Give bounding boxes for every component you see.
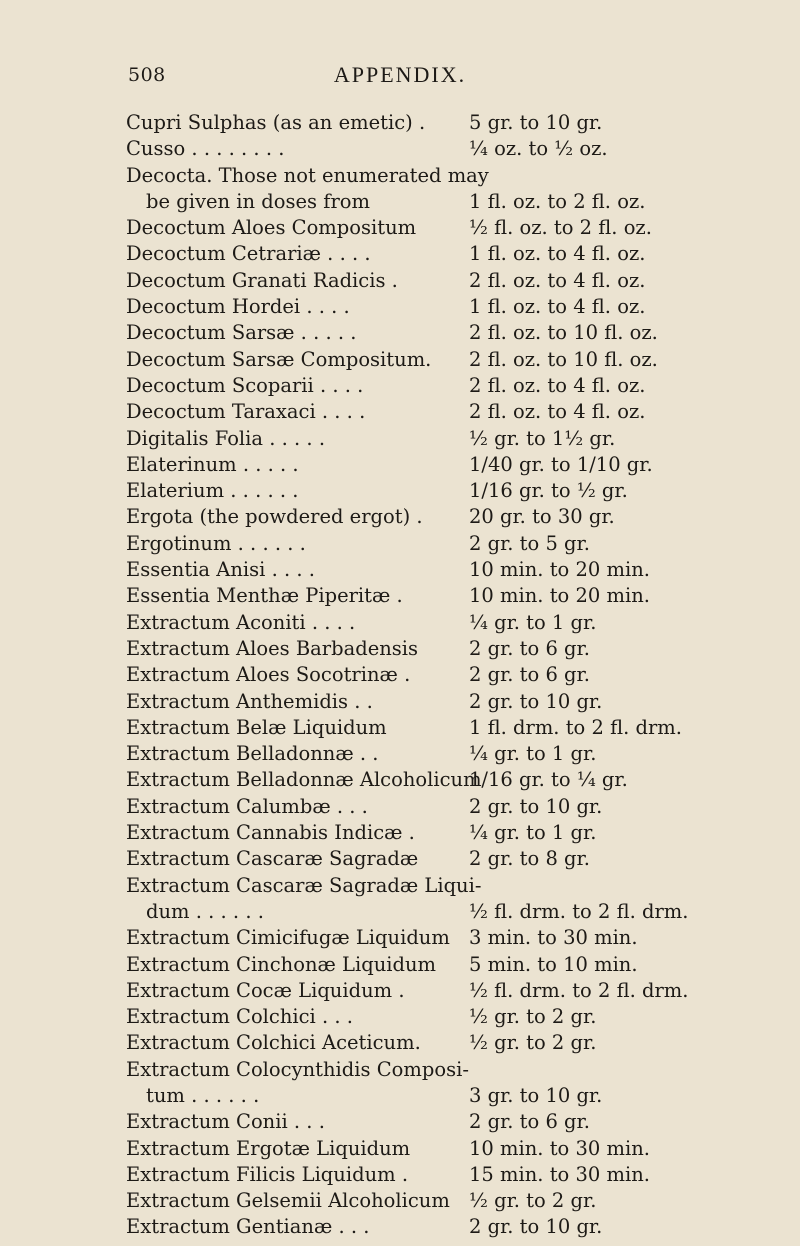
dose-range: 2 gr. to 10 gr. — [469, 794, 603, 818]
dose-range: 1 fl. oz. to 4 fl. oz. — [469, 295, 646, 319]
dosage-entry — [126, 1109, 786, 1135]
dosage-entry — [126, 373, 786, 399]
dosage-entry — [126, 320, 786, 346]
dose-range: 2 gr. to 6 gr. — [469, 636, 590, 660]
dosage-entry — [126, 820, 786, 846]
dose-range: ¼ gr. to 1 gr. — [469, 610, 597, 634]
drug-name: Decoctum Sarsæ Compositum. — [126, 347, 432, 371]
drug-name: Extractum Cascaræ Sagradæ — [126, 847, 419, 871]
dosage-entry — [126, 347, 786, 373]
drug-name: Ergota (the powdered ergot) . — [126, 505, 423, 529]
dosage-entry — [126, 978, 786, 1004]
dosage-entry — [126, 1214, 786, 1240]
running-header — [0, 62, 800, 92]
dose-range: 1 fl. oz. to 2 fl. oz. — [469, 189, 646, 213]
drug-name: Extractum Cannabis Indicæ . — [126, 821, 415, 845]
drug-name: Extractum Cinchonæ Liquidum — [126, 952, 437, 976]
dose-range: 1 fl. oz. to 4 fl. oz. — [469, 242, 646, 266]
running-title: APPENDIX. — [333, 62, 467, 87]
dosage-entry — [126, 163, 786, 189]
drug-name: Decoctum Sarsæ . . . . . — [126, 321, 357, 345]
drug-name: Extractum Cocæ Liquidum . — [126, 978, 405, 1002]
drug-name: Digitalis Folia . . . . . — [126, 426, 326, 450]
drug-name: Decoctum Scoparii . . . . — [126, 373, 364, 397]
dosage-entry — [126, 1083, 786, 1109]
dose-range: 10 min. to 20 min. — [469, 584, 650, 608]
dosage-entry — [126, 268, 786, 294]
dose-range: 2 fl. oz. to 4 fl. oz. — [469, 373, 646, 397]
drug-name: Extractum Conii . . . — [126, 1110, 325, 1134]
drug-name: Decoctum Cetrariæ . . . . — [126, 242, 371, 266]
dose-range: ¼ gr. to 1 gr. — [469, 821, 597, 845]
dosage-entry — [126, 426, 786, 452]
dosage-entry — [126, 1162, 786, 1188]
dose-range: 2 gr. to 6 gr. — [469, 1110, 590, 1134]
drug-name: Cusso . . . . . . . . — [126, 137, 285, 161]
dosage-entry — [126, 531, 786, 557]
dose-range: ½ fl. drm. to 2 fl. drm. — [469, 899, 689, 923]
dose-range: ¼ oz. to ½ oz. — [469, 137, 608, 161]
dose-range: 2 gr. to 6 gr. — [469, 663, 590, 687]
dose-range: 3 gr. to 10 gr. — [469, 1083, 603, 1107]
drug-name: Extractum Colchici Aceticum. — [126, 1031, 421, 1055]
dosage-entry — [126, 925, 786, 951]
dose-range: 2 fl. oz. to 10 fl. oz. — [469, 347, 658, 371]
dosage-entry — [126, 715, 786, 741]
drug-name: Extractum Aconiti . . . . — [126, 610, 356, 634]
drug-name: Extractum Colchici . . . — [126, 1005, 353, 1029]
drug-name: Extractum Ergotæ Liquidum — [126, 1136, 411, 1160]
dose-range: ½ gr. to 1½ gr. — [469, 426, 616, 450]
dosage-entry — [126, 583, 786, 609]
dosage-entry — [126, 215, 786, 241]
dose-range: ½ gr. to 2 gr. — [469, 1031, 597, 1055]
dose-range: 2 gr. to 10 gr. — [469, 1215, 603, 1239]
drug-name: Essentia Anisi . . . . — [126, 558, 315, 582]
dosage-entry — [126, 504, 786, 530]
drug-name: Extractum Belæ Liquidum — [126, 715, 387, 739]
dosage-entry — [126, 846, 786, 872]
dosage-entry — [126, 452, 786, 478]
dose-range: 2 fl. oz. to 4 fl. oz. — [469, 268, 646, 292]
drug-name: Extractum Belladonnæ . . — [126, 742, 379, 766]
dose-range: ¼ gr. to 1 gr. — [469, 742, 597, 766]
drug-name: Decocta. Those not enumerated may — [126, 163, 489, 187]
dose-range: 2 fl. oz. to 4 fl. oz. — [469, 400, 646, 424]
dosage-entry — [126, 1004, 786, 1030]
drug-name: Decoctum Taraxaci . . . . — [126, 400, 366, 424]
dosage-entry — [126, 557, 786, 583]
drug-name: dum . . . . . . — [146, 899, 264, 923]
dose-range: 15 min. to 30 min. — [469, 1162, 650, 1186]
drug-name: Extractum Gentianæ . . . — [126, 1215, 370, 1239]
dose-range: 5 min. to 10 min. — [469, 952, 638, 976]
drug-name: Extractum Aloes Socotrinæ . — [126, 663, 411, 687]
dose-range: 1/16 gr. to ½ gr. — [469, 479, 628, 503]
dosage-entry — [126, 1030, 786, 1056]
dosage-entry — [126, 189, 786, 215]
dosage-entry — [126, 1057, 786, 1083]
page-number: 508 — [128, 64, 166, 86]
dosage-entry — [126, 662, 786, 688]
drug-name: Decoctum Aloes Compositum — [126, 216, 417, 240]
dosage-entry — [126, 873, 786, 899]
dose-range: ½ fl. drm. to 2 fl. drm. — [469, 978, 689, 1002]
dose-range: 10 min. to 30 min. — [469, 1136, 650, 1160]
dose-range: 2 gr. to 10 gr. — [469, 689, 603, 713]
drug-name: Extractum Cimicifugæ Liquidum — [126, 926, 450, 950]
dosage-entry — [126, 294, 786, 320]
drug-name: Extractum Filicis Liquidum . — [126, 1162, 409, 1186]
dosage-entry — [126, 610, 786, 636]
dosage-entry — [126, 767, 786, 793]
drug-name: Extractum Belladonnæ Alcoholicum — [126, 768, 482, 792]
dose-range: 2 gr. to 8 gr. — [469, 847, 590, 871]
dosage-entry — [126, 899, 786, 925]
dosage-entry — [126, 741, 786, 767]
dose-range: 20 gr. to 30 gr. — [469, 505, 615, 529]
dose-range: 2 gr. to 5 gr. — [469, 531, 590, 555]
dose-range: 1/16 gr. to ¼ gr. — [469, 768, 628, 792]
dose-range: 1/40 gr. to 1/10 gr. — [469, 452, 653, 476]
drug-name: Cupri Sulphas (as an emetic) . — [126, 111, 426, 134]
dosage-entry — [126, 689, 786, 715]
drug-name: Essentia Menthæ Piperitæ . — [126, 584, 403, 608]
dosage-entry — [126, 478, 786, 504]
dosage-entry — [126, 399, 786, 425]
drug-name: Extractum Calumbæ . . . — [126, 794, 368, 818]
drug-name: Extractum Cascaræ Sagradæ Liqui- — [126, 873, 482, 897]
drug-name: Decoctum Granati Radicis . — [126, 268, 398, 292]
dosage-entry — [126, 952, 786, 978]
dosage-entry — [126, 794, 786, 820]
drug-name: Elaterium . . . . . . — [126, 479, 299, 503]
drug-name: Extractum Gelsemii Alcoholicum — [126, 1189, 450, 1213]
dosage-entry — [126, 136, 786, 162]
dose-range: 1 fl. drm. to 2 fl. drm. — [469, 715, 682, 739]
dose-range: ½ gr. to 2 gr. — [469, 1189, 597, 1213]
dosage-entry — [126, 241, 786, 267]
dose-range: 3 min. to 30 min. — [469, 926, 638, 950]
dose-range: 5 gr. to 10 gr. — [469, 111, 603, 134]
dosage-entry — [126, 636, 786, 662]
dose-range: 2 fl. oz. to 10 fl. oz. — [469, 321, 658, 345]
dosage-entry — [126, 110, 786, 136]
dose-range: ½ gr. to 2 gr. — [469, 1005, 597, 1029]
dosage-list — [126, 110, 786, 1241]
drug-name: be given in doses from — [146, 189, 370, 213]
drug-name: Decoctum Hordei . . . . — [126, 295, 350, 319]
dose-range: ½ fl. oz. to 2 fl. oz. — [469, 216, 652, 240]
drug-name: Extractum Colocynthidis Composi- — [126, 1057, 469, 1081]
drug-name: Ergotinum . . . . . . — [126, 531, 306, 555]
drug-name: tum . . . . . . — [146, 1083, 260, 1107]
drug-name: Extractum Anthemidis . . — [126, 689, 373, 713]
drug-name: Extractum Aloes Barbadensis — [126, 636, 419, 660]
dose-range: 10 min. to 20 min. — [469, 558, 650, 582]
drug-name: Elaterinum . . . . . — [126, 452, 299, 476]
dosage-entry — [126, 1136, 786, 1162]
dosage-entry — [126, 1188, 786, 1214]
